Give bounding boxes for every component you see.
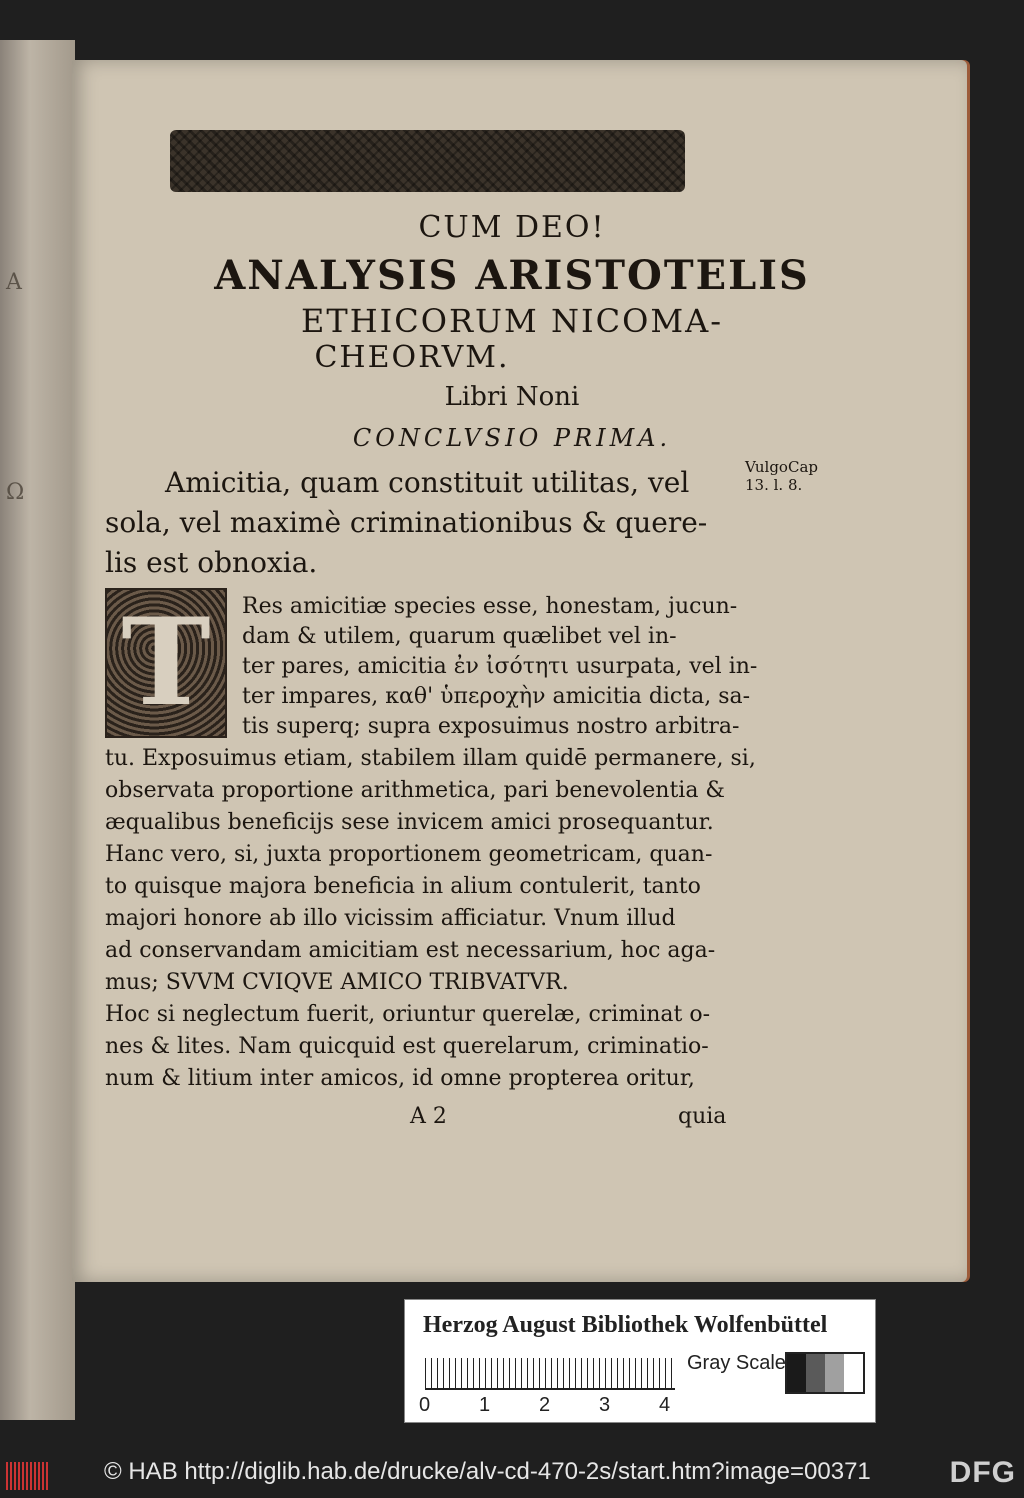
- text-line: nes & lites. Nam quicquid est querelarum, criminatio-: [105, 1034, 709, 1059]
- text-line: ad conservandam amicitiam est necessarium, hoc aga-: [105, 938, 716, 963]
- marginal-note-line: VulgoCap: [745, 458, 818, 476]
- ghost-glyph: Ω: [6, 480, 25, 505]
- hab-scale-card: [404, 1299, 876, 1423]
- header-cum-deo: CUM DEO!: [418, 210, 606, 245]
- gray-swatch: [787, 1354, 806, 1392]
- centimeter-ruler: [425, 1352, 675, 1390]
- text-line: dam & utilem, quarum quælibet vel in-: [242, 624, 677, 649]
- marginal-note-line: 13. l. 8.: [745, 476, 803, 494]
- dfg-logo: DFG: [949, 1456, 1016, 1489]
- book-label: Libri Noni: [444, 382, 580, 412]
- catchword: quia: [678, 1104, 727, 1129]
- conclusion-heading: CONCLVSIO PRIMA.: [352, 424, 672, 452]
- gray-scale-label: Gray Scale: [687, 1352, 786, 1374]
- thesis-line: sola, vel maximè criminationibus & quere-: [105, 506, 708, 539]
- decorated-initial: T: [105, 588, 227, 738]
- text-line: num & litium inter amicos, id omne propterea oritur,: [105, 1066, 695, 1091]
- library-name: Herzog August Bibliothek Wolfenbüttel: [423, 1312, 828, 1338]
- gray-scale-swatches: [785, 1352, 865, 1394]
- title-line-1: ANALYSIS ARISTOTELIS: [214, 252, 810, 299]
- ghost-glyph: A: [6, 270, 22, 295]
- text-line: tu. Exposuimus etiam, stabilem illam quidē permanere, si,: [105, 746, 756, 771]
- text-line: Hoc si neglectum fuerit, oriuntur querelæ, criminat o-: [105, 1002, 711, 1027]
- text-line: majori honore ab illo vicissim afficiatur. Vnum illud: [105, 906, 676, 931]
- text-line: observata proportione arithmetica, pari benevolentia &: [105, 778, 726, 803]
- ruler-number: 1: [479, 1394, 491, 1416]
- text-line: Res amicitiæ species esse, honestam, jucun-: [242, 594, 738, 619]
- title-line-2: ETHICORUM NICOMA-: [300, 302, 723, 340]
- marginal-note: [745, 458, 818, 494]
- text-line: to quisque majora beneficia in alium contulerit, tanto: [105, 874, 701, 899]
- text-line: æqualibus beneficijs sese invicem amici prosequantur.: [105, 810, 714, 835]
- gray-swatch: [825, 1354, 844, 1392]
- text-line: ter impares, καθ' ὑπεροχὴν amicitia dicta, sa-: [242, 684, 751, 709]
- thesis-line: lis est obnoxia.: [105, 546, 318, 579]
- gray-swatch: [806, 1354, 825, 1392]
- text-line: Hanc vero, si, juxta proportionem geometricam, quan-: [105, 842, 713, 867]
- barcode-icon: [6, 1462, 48, 1490]
- ruler-number: 0: [419, 1394, 431, 1416]
- ruler-number: 2: [539, 1394, 551, 1416]
- ruler-number: 3: [599, 1394, 611, 1416]
- text-line: tis superq; supra exposuimus nostro arbitra-: [242, 714, 740, 739]
- title-line-3: CHEORVM.: [314, 340, 510, 375]
- footer-bar: [0, 1450, 1024, 1498]
- gray-swatch: [844, 1354, 863, 1392]
- text-line: mus; SVVM CVIQVE AMICO TRIBVATVR.: [105, 970, 569, 995]
- copyright-link[interactable]: © HAB http://diglib.hab.de/drucke/alv-cd-470-2s/start.htm?image=00371: [104, 1458, 871, 1485]
- signature-mark: A 2: [410, 1104, 447, 1129]
- text-line: ter pares, amicitia ἐν ἰσότητι usurpata, vel in-: [242, 654, 758, 679]
- woodcut-ornament-banner: [170, 130, 685, 192]
- ruler-number: 4: [659, 1394, 671, 1416]
- thesis-line: Amicitia, quam constituit utilitas, vel: [165, 466, 690, 499]
- facing-page-edge: [0, 40, 75, 1420]
